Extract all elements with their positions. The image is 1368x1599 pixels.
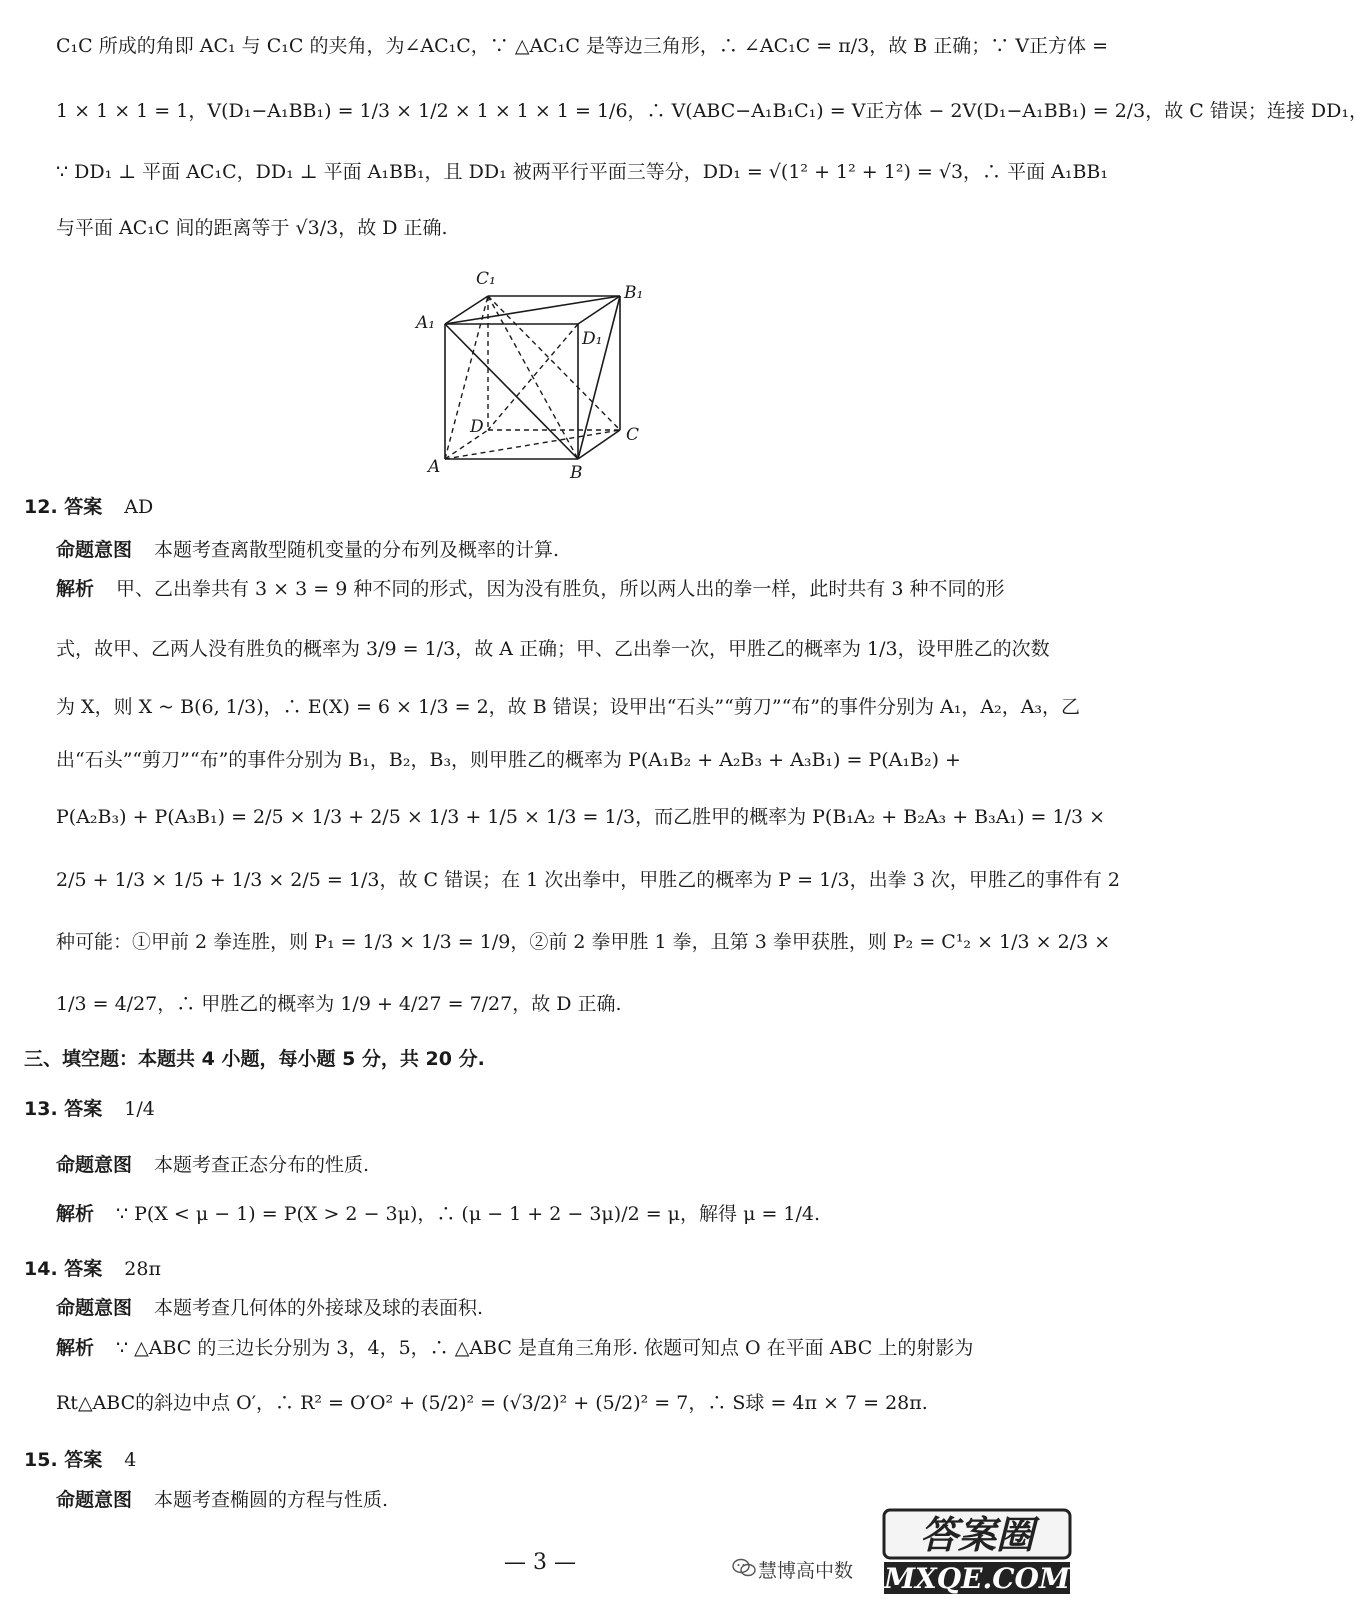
q13-analysis: ∵ P(X < μ − 1) = P(X > 2 − 3μ)，∴ (μ − 1 + 2 − 3μ)/2 = μ，解得 μ = 1/4. [116,1203,821,1225]
q12-analysis-line-5: P(A₂B₃) + P(A₃B₁) = 2/5 × 1/3 + 2/5 × 1/3 + 1/5 × 1/3 = 1/3，而乙胜甲的概率为 P(B₁A₂ + B₂A₃ + B₃A₁) = 1/3 × [56,806,1106,828]
q13-analysis-line [56,1200,1056,1228]
label-d1: D₁ [582,329,603,349]
q12-answer: AD [124,496,154,518]
logo-url: MXQE.COM [884,1562,1070,1595]
q14-analysis-text-1: ∵ △ABC 的三边长分别为 3，4，5，∴ △ABC 是直角三角形. 依题可知点 O 在平面 ABC 上的射影为 [116,1337,974,1359]
q13-intent-label: 命题意图 [56,1154,133,1176]
site-logo [882,1506,1072,1596]
q15-header [24,1446,136,1474]
diag-a1-b1 [445,296,620,324]
q14-header [24,1255,161,1283]
q14-answer: 28π [124,1258,161,1280]
q12-intent-line [56,536,1056,564]
page-number: — 3 — [504,1550,576,1575]
q14-analysis-label: 解析 [56,1337,95,1359]
q12-analysis-line-2: 式，故甲、乙两人没有胜负的概率为 3/9 = 1/3，故 A 正确；甲、乙出拳一次，甲胜乙的概率为 1/3，设甲胜乙的次数 [56,638,1050,660]
q12-analysis-line-4: 出“石头”“剪刀”“布”的事件分别为 B₁，B₂，B₃，则甲胜乙的概率为 P(A₁B₂ + A₂B₃ + A₃B₁) = P(A₁B₂) + [56,749,961,771]
q12-analysis-line-7: 种可能：①甲前 2 拳连胜，则 P₁ = 1/3 × 1/3 = 1/9，②前 2 拳甲胜 1 拳，且第 3 拳甲获胜，则 P₂ = C¹₂ × 1/3 × 2/3 × [56,931,1111,953]
wechat-icon [732,1558,756,1578]
paragraph-line-2: 1 × 1 × 1 = 1，V(D₁−A₁BB₁) = 1/3 × 1/2 × 1 × 1 × 1 = 1/6，∴ V(ABC−A₁B₁C₁) = V正方体 − 2V(D₁−A₁BB₁) = 2/3，故 C 错误；连接 DD₁， [56,100,1368,122]
q12-analysis-line-6: 2/5 + 1/3 × 1/5 + 1/3 × 2/5 = 1/3，故 C 错误；在 1 次出拳中，甲胜乙的概率为 P = 1/3，出拳 3 次，甲胜乙的事件有 2 [56,869,1120,891]
logo-text: 答案圈 [919,1512,1035,1557]
q14-intent-line [56,1294,1056,1322]
q12-analysis-line-3: 为 X，则 X ~ B(6, 1/3)，∴ E(X) = 6 × 1/3 = 2，故 B 错误；设甲出“石头”“剪刀”“布”的事件分别为 A₁，A₂，A₃，乙 [56,696,1081,718]
q12-analysis-label: 解析 [56,578,95,600]
q14-intent: 本题考查几何体的外接球及球的表面积. [154,1297,484,1319]
paragraph-line-4: 与平面 AC₁C 间的距离等于 √3/3，故 D 正确. [56,217,448,239]
paragraph-line-1: C₁C 所成的角即 AC₁ 与 C₁C 的夹角，为∠AC₁C，∵ △AC₁C 是等边三角形，∴ ∠AC₁C = π/3，故 B 正确；∵ V正方体 = [56,35,1109,57]
watermark-text: 慧博高中数 [758,1560,854,1582]
label-c1: C₁ [476,269,496,289]
label-d: D [470,417,484,437]
q15-answer: 4 [124,1449,137,1471]
q15-intent-label: 命题意图 [56,1489,133,1511]
q15-number: 15. 答案 [24,1449,103,1471]
q12-analysis-text-1: 甲、乙出拳共有 3 × 3 = 9 种不同的形式，因为没有胜负，所以两人出的拳一样，此时共有 3 种不同的形 [116,578,1005,600]
label-b1: B₁ [624,283,644,303]
q12-number: 12. 答案 [24,496,103,518]
q13-number: 13. 答案 [24,1098,103,1120]
q12-intent-label: 命题意图 [56,539,133,561]
q14-analysis-line-1 [56,1334,1056,1362]
q14-analysis-line-2: Rt△ABC的斜边中点 O′，∴ R² = O′O² + (5/2)² = (√3/2)² + (5/2)² = 7，∴ S球 = 4π × 7 = 28π. [56,1392,928,1414]
q15-intent: 本题考查椭圆的方程与性质. [154,1489,389,1511]
q13-intent-line [56,1151,1056,1179]
q12-header [24,493,153,521]
q12-intent: 本题考查离散型随机变量的分布列及概率的计算. [154,539,560,561]
label-c: C [626,425,640,445]
q14-number: 14. 答案 [24,1258,103,1280]
q13-analysis-label: 解析 [56,1203,95,1225]
q13-intent: 本题考查正态分布的性质. [154,1154,370,1176]
diag-a1-b [445,324,578,459]
q13-header [24,1095,155,1123]
label-b: B [570,463,583,483]
q12-analysis-line-8: 1/3 = 4/27，∴ 甲胜乙的概率为 1/9 + 4/27 = 7/27，故 D 正确. [56,993,622,1015]
label-a: A [428,457,441,477]
q12-analysis-line-1 [56,575,1056,603]
q13-answer: 1/4 [124,1098,155,1120]
q14-intent-label: 命题意图 [56,1297,133,1319]
paragraph-line-3: ∵ DD₁ ⊥ 平面 AC₁C，DD₁ ⊥ 平面 A₁BB₁，且 DD₁ 被两平行平面三等分，DD₁ = √(1² + 1² + 1²) = √3，∴ 平面 A₁BB₁ [56,161,1109,183]
section-title: 三、填空题：本题共 4 小题，每小题 5 分，共 20 分. [24,1048,485,1070]
hidden-c1-b [488,296,578,459]
hidden-c1-c [488,296,620,430]
label-a1: A₁ [416,313,436,333]
cube-figure [410,262,660,482]
